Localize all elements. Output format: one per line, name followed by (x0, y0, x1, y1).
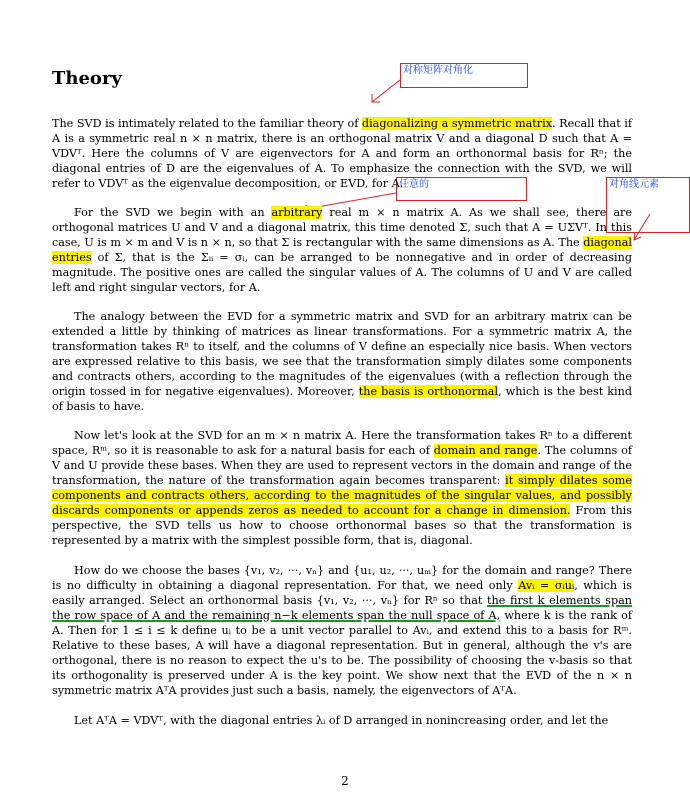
paragraph-2 (52, 205, 632, 295)
section-heading: Theory (52, 68, 122, 89)
highlight: the basis is orthonormal (358, 385, 499, 398)
text: real m × n matrix A. As we shall see, there are orthogonal matrices U and V and a diagonal matrix, this time denoted Σ, such that A = UΣVᵀ. In this case, U is m × m and V is n × n, so that Σ is rectangular with the same dimensions as A. The (52, 206, 632, 249)
paragraph-3 (52, 309, 632, 414)
text: Let AᵀA = VDVᵀ, with the diagonal entries λᵢ of D arranged in nonincreasing order, and let the (74, 714, 609, 727)
highlight: diagonal entries (52, 236, 632, 264)
text: . The columns of V and U provide these bases. When they are used to represent vectors in the domain and range of the transformation, the nature of the transformation again becomes transparent: (52, 444, 632, 487)
text: The analogy between the EVD for a symmetric matrix and SVD for an arbitrary matrix can be extended a little by thinking of matrices as linear transformations. For a symmetric matrix A, the transformation takes Rⁿ to itself, and the columns of V define an especially nice basis. When vectors are expressed relative to this basis, we see that the transformation simply dilates some components and contracts others, according to the magnitudes of the eigenvalues (with a reflection through the origin tossed in for negative eigenvalues). Moreover, (52, 310, 632, 398)
highlight: it simply dilates some components and contracts others, according to the magnitudes of the singular values, and possibly discards components or appends zeros as needed to account for a change in dimension. (52, 474, 632, 517)
text: . Recall that if A is a symmetric real n × n matrix, there is an orthogonal matrix V and a diagonal D such that A = VDVᵀ. Here the columns of V are eigenvectors for A and form an orthonormal basis for Rⁿ; the diagonal entries of D are the eigenvalues of A. To emphasize the connection with the SVD, we will refer to VDVᵀ as the eigenvalue decomposition, or EVD, for A. (52, 117, 632, 190)
annotation-text: 对称矩阵对角化 (403, 65, 473, 76)
paragraph-4 (52, 428, 632, 548)
highlight: arbitrary (271, 206, 323, 219)
arrowhead (372, 94, 380, 102)
arrow-to-symmetric (372, 80, 400, 102)
annotation-note-symmetric-diagonalization (400, 63, 528, 88)
annotation-text: 对角线元素 (609, 179, 659, 190)
text: From this perspective, the SVD tells us how to choose orthonormal bases so that the transformation is represented by a matrix with the simplest possible form, that is, diagonal. (52, 504, 632, 547)
paragraph-6 (52, 713, 632, 728)
paragraph-5 (52, 563, 632, 698)
text: , which is easily arranged. Select an orthonormal basis {v₁, v₂, ···, vₙ} for Rⁿ so that (52, 579, 632, 607)
text: How do we choose the bases {v₁, v₂, ···, vₙ} and {u₁, u₂, ···, uₘ} for the domain and range? There is no difficulty in obtaining a diagonal representation. For that, we need only (52, 564, 632, 592)
text: Now let's look at the SVD for an m × n matrix A. Here the transformation takes Rⁿ to a different space, Rᵐ, so it is reasonable to ask for a natural basis for each of (52, 429, 632, 457)
paragraph-1 (52, 116, 632, 191)
highlight: Avᵢ = σᵢuᵢ (518, 579, 575, 592)
annotation-text: 任意的 (399, 179, 429, 190)
underline: the first k elements span the row space of A and the remaining n−k elements span the null space of A, (52, 594, 632, 622)
page-number: 2 (341, 774, 349, 788)
text: where k is the rank of A. Then for 1 ≤ i ≤ k define uᵢ to be a unit vector parallel to Avᵢ, and extend this to a basis for Rᵐ. Relative to these bases, A will have a diagonal representation. But in general, although the v's are orthogonal, there is no reason to expect the u's to be. The possibility of choosing the v-basis so that its orthogonality is preserved under A is the key point. We show next that the EVD of the n × n symmetric matrix AᵀA provides just such a basis, namely, the eigenvectors of AᵀA. (52, 609, 632, 697)
highlight: domain and range (433, 444, 538, 457)
highlight: diagonalizing a symmetric matrix (361, 117, 553, 130)
text: of Σ, that is the Σᵢᵢ = σᵢ, can be arranged to be nonnegative and in order of decreasing magnitude. The positive ones are called the singular values of A. The columns of U and V are called left and right singular vectors, for A. (52, 251, 632, 294)
text: For the SVD we begin with an (74, 206, 272, 219)
text: , which is the best kind of basis to have. (52, 385, 632, 413)
text: The SVD is intimately related to the familiar theory of (52, 117, 362, 130)
arrowhead (634, 232, 641, 240)
